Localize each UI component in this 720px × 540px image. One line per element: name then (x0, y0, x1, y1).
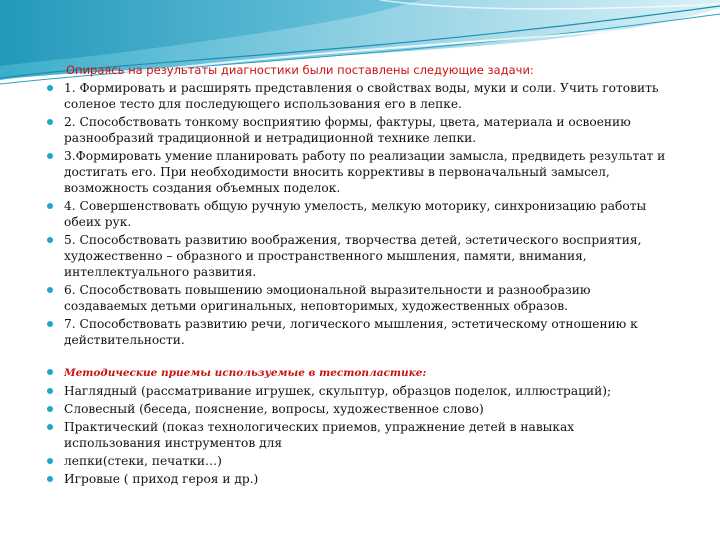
bullet-icon (47, 287, 53, 293)
spacer (44, 350, 674, 364)
bullet-icon (47, 153, 53, 159)
list-item: 7. Способствовать развитию речи, логического мышления, эстетическому отношению к действительности. (44, 316, 674, 348)
bullet-icon (47, 119, 53, 125)
list-item: 2. Способствовать тонкому восприятию формы, фактуры, цвета, материала и освоению разнообразий традиционной и нетрадиционной технике лепки. (44, 114, 674, 146)
bullet-icon (47, 237, 53, 243)
methods-list (44, 364, 674, 487)
bullet-icon (47, 85, 53, 91)
list-item: лепки(стеки, печатки…) (44, 453, 674, 469)
list-item: Игровые ( приход героя и др.) (44, 471, 674, 487)
bullet-icon (47, 424, 53, 430)
bullet-icon (47, 321, 53, 327)
list-item: Наглядный (рассматривание игрушек, скульптур, образцов поделок, иллюстраций); (44, 383, 674, 399)
tasks-list (44, 80, 674, 348)
bullet-icon (47, 369, 53, 375)
intro-heading: Опираясь на результаты диагностики были поставлены следующие задачи: (66, 63, 534, 77)
bullet-icon (47, 203, 53, 209)
bullet-icon (47, 458, 53, 464)
list-item: 4. Совершенствовать общую ручную умелость, мелкую моторику, синхронизацию работы обеих рук. (44, 198, 674, 230)
methods-title: Методические приемы используемые в тестопластике: (64, 367, 427, 379)
bullet-icon (47, 388, 53, 394)
slide-content (44, 62, 674, 489)
list-item: 3.Формировать умение планировать работу по реализации замысла, предвидеть результат и достигать его. При необходимости вносить коррективы в первоначальный замысел, возможность создания объемных поделок. (44, 148, 674, 196)
bullet-icon (47, 476, 53, 482)
list-item: 5. Способствовать развитию воображения, творчества детей, эстетического восприятия, художественно – образного и пространственного мышления, памяти, внимания, интеллектуального развития. (44, 232, 674, 280)
list-item: Практический (показ технологических приемов, упражнение детей в навыках использования инструментов для (44, 419, 674, 451)
methods-title-item (44, 364, 674, 381)
list-item: Словесный (беседа, пояснение, вопросы, художественное слово) (44, 401, 674, 417)
list-item: 6. Способствовать повышению эмоциональной выразительности и разнообразию создаваемых детьми оригинальных, неповторимых, художественных образов. (44, 282, 674, 314)
bullet-icon (47, 406, 53, 412)
list-item: 1. Формировать и расширять представления о свойствах воды, муки и соли. Учить готовить соленое тесто для последующего использования его в лепке. (44, 80, 674, 112)
